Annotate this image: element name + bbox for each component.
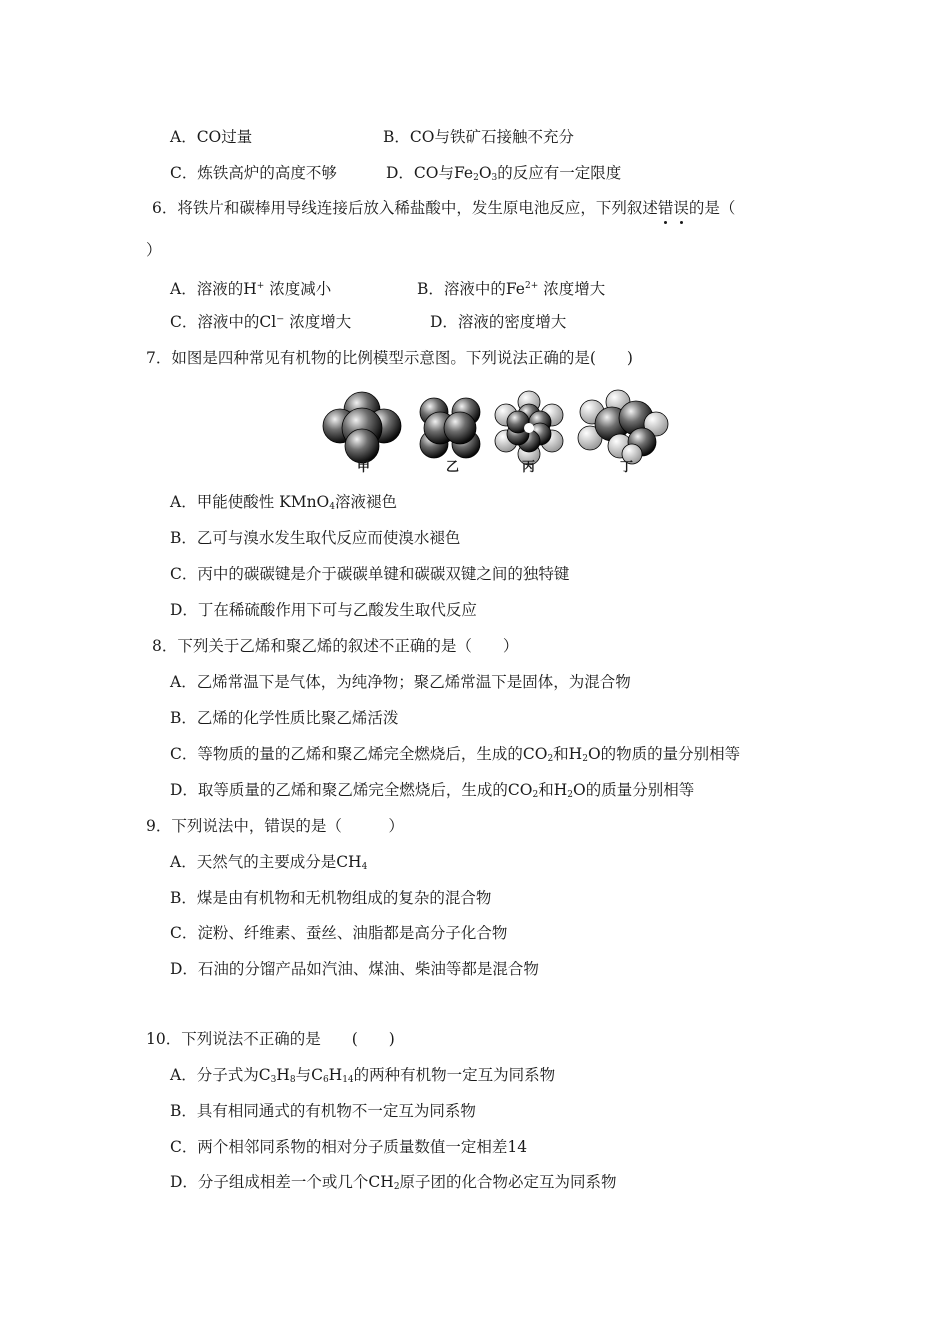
- q6-option-b: B．溶液中的$Fe^{2+}$ 浓度增大: [417, 280, 606, 298]
- q8-option-c: C．等物质的量的乙烯和聚乙烯完全燃烧后，生成的$CO_2$和$H_2O$的物质的量分别相等: [170, 745, 741, 764]
- q10-option-b: B．具有相同通式的有机物不一定互为同系物: [170, 1102, 476, 1120]
- q5-option-b: B．CO与铁矿石接触不充分: [383, 128, 574, 146]
- ethylene-model: [420, 398, 480, 458]
- figure-label-ding: 丁: [620, 460, 634, 475]
- ethanol-model: [578, 390, 668, 464]
- figure-label-bing: 丙: [522, 460, 536, 475]
- q5-option-c: C．炼铁高炉的高度不够: [170, 164, 337, 182]
- q5-option-d: D．CO与$Fe_2O_3$的反应有一定限度: [386, 164, 622, 183]
- q10-option-d: D．分子组成相差一个或几个$CH_2$原子团的化合物必定互为同系物: [170, 1173, 617, 1192]
- q9-option-c: C．淀粉、纤维素、蚕丝、油脂都是高分子化合物: [170, 924, 508, 942]
- q6-option-a: A．溶液的H+ 浓度减小: [170, 280, 332, 298]
- q9-option-a: A．天然气的主要成分是$CH_4$: [170, 853, 368, 872]
- q6-option-c: C．溶液中的Cl⁻ 浓度增大: [170, 313, 352, 331]
- q8-stem: 8．下列关于乙烯和聚乙烯的叙述不正确的是（ ）: [152, 637, 519, 655]
- q7-option-d: D．丁在稀硫酸作用下可与乙酸发生取代反应: [170, 601, 477, 619]
- figure-label-jia: 甲: [357, 460, 371, 475]
- q9-option-d: D．石油的分馏产品如汽油、煤油、柴油等都是混合物: [170, 960, 539, 978]
- q9-option-b: B．煤是由有机物和无机物组成的复杂的混合物: [170, 889, 492, 907]
- q5-option-a: A．CO过量: [170, 128, 253, 146]
- q9-stem: 9．下列说法中，错误的是（ ）: [146, 817, 404, 835]
- q10-option-a: A．分子式为$C_3H_8$与$C_6H_{14}$的两种有机物一定互为同系物: [170, 1066, 556, 1085]
- q7-option-c: C．丙中的碳碳键是介于碳碳单键和碳碳双键之间的独特键: [170, 565, 570, 583]
- q6-stem-cont: ）: [146, 241, 162, 259]
- q7-option-b: B．乙可与溴水发生取代反应而使溴水褪色: [170, 529, 461, 547]
- q7-option-a: A．甲能使酸性 KMnO$_4$溶液褪色: [170, 493, 398, 512]
- q10-stem: 10．下列说法不正确的是 ( ): [146, 1030, 395, 1048]
- emphasis-dot: 错: [657, 199, 674, 217]
- methane-model: [323, 392, 401, 463]
- q6-option-d: D．溶液的密度增大: [430, 313, 567, 331]
- q8-option-d: D．取等质量的乙烯和聚乙烯完全燃烧后，生成的$CO_2$和$H_2O$的质量分别相等: [170, 781, 695, 800]
- q10-option-c: C．两个相邻同系物的相对分子质量数值一定相差14: [170, 1138, 528, 1156]
- space-filling-models-figure: [320, 388, 670, 480]
- q8-option-b: B．乙烯的化学性质比聚乙烯活泼: [170, 709, 399, 727]
- figure-label-yi: 乙: [446, 460, 460, 475]
- benzene-model: [495, 391, 563, 465]
- q7-stem: 7．如图是四种常见有机物的比例模型示意图。下列说法正确的是( ): [146, 349, 633, 367]
- emphasis-dot: 误: [673, 199, 689, 217]
- q8-option-a: A．乙烯常温下是气体，为纯净物；聚乙烯常温下是固体，为混合物: [170, 673, 631, 691]
- q6-stem: 6．将铁片和碳棒用导线连接后放入稀盐酸中，发生原电池反应，下列叙述错误的是（: [152, 199, 736, 217]
